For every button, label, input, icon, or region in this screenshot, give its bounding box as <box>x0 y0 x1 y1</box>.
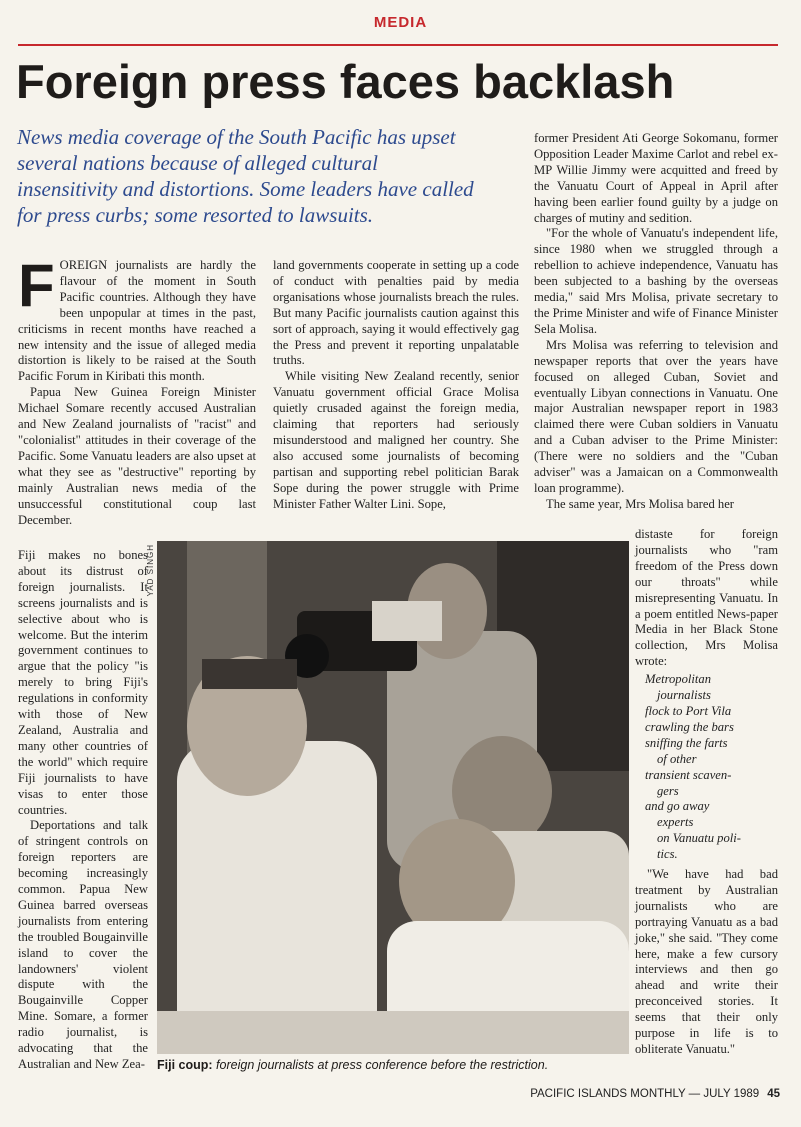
narrow-column-left <box>18 548 148 1073</box>
poem-line: flock to Port Vila <box>645 703 732 718</box>
photo-caption <box>157 1058 637 1072</box>
caption-label: Fiji coup: <box>157 1058 213 1072</box>
paragraph: "We have had bad treatment by Australian journalists who are portraying Vanuatu as a bad joke," she said. "They come here, make a few cursory interviews and then go ahead and write their preconceived stories. It seems that their only purpose in life is to obliterate Vanuatu." <box>635 867 778 1056</box>
paragraph: Papua New Guinea Foreign Minister Michael Somare recently accused Australian and New Zealand journalists of "racist" and "colonialist" attitudes in their coverage of the Pacific. Some Vanuatu leaders are also upset at what they see as "destructive" reporting by mainly Australian news media of the unsuccessful constitutional coup last December. <box>18 385 256 527</box>
poem-line: sniffing the farts <box>645 735 728 750</box>
caption-text: foreign journalists at press conference before the restriction. <box>216 1058 549 1072</box>
headline: Foreign press faces backlash <box>16 55 675 108</box>
paragraph: Mrs Molisa was referring to television and newspaper reports that over the years have focused on alleged Cuban, Soviet and eventually Libyan connections in Vanuatu. One major Australian newspaper report in 1983 claimed there were Cuban soldiers in Vanuatu and a Cuban adviser to the Prime Minister: (There were no soldiers and the "Cuban adviser" was a Jamaican on a Commonwealth loan programme). <box>534 337 778 495</box>
standfirst: News media coverage of the South Pacific has upset several nations because of alleged cultural insensitivity and distortions. Some leaders have called for press curbs; some resorted to lawsuits. <box>17 125 474 227</box>
paragraph: Deportations and talk of stringent controls on foreign reporters are becoming increasingly common. Papua New Guinea barred overseas journalists from entering the troubled Bougainville island to cover the landowners' violent dispute with the Bougainville Copper Mine. Somare, a former radio journalist, is advocating that the Australian and New Zea- <box>18 818 148 1071</box>
paragraph: The same year, Mrs Molisa bared her <box>546 496 734 511</box>
paragraph: Fiji makes no bones about its distrust of foreign journalists. It screens journalists and is selective about who is welcome. But the interim government continues to argue that the policy "is merely to bring Fiji's regulations in conformity with those of New Zealand, Australia and many other countries of the world" which require Fiji journalists to have visas to enter those countries. <box>18 548 148 817</box>
paragraph: "For the whole of Vanuatu's independent life, since 1980 when we struggled through a rebellion to achieve independence, Vanuatu has been subjected to a bashing by the overseas media," said Mrs Molisa, private secretary to the Prime Minister and wife of Finance Minister Sela Molisa. <box>534 226 778 336</box>
article-column-1 <box>18 252 256 528</box>
press-conference-photo <box>157 541 629 1054</box>
narrow-column-right <box>635 527 778 1058</box>
poem-line: crawling the bars <box>645 719 734 734</box>
paragraph: former President Ati George Sokomanu, former Opposition Leader Maxime Carlot and rebel ex-MP Willie Jimmy were acquitted and freed by the Vanuatu Court of Appeal in April after having been earlier found guilty by a judge on charges of mutiny and sedition. <box>534 131 778 225</box>
poem-line: gers <box>657 783 679 798</box>
poem-line: transient scaven- <box>645 767 732 782</box>
article-column-3 <box>534 131 778 513</box>
poem-line: experts <box>657 815 694 830</box>
paragraph: distaste for foreign journalists who "ram freedom of the Press down our throats" while misrepresenting Vanuatu. In a poem entitled News-paper Media in her Black Stone collection, Mrs Molisa wrote: <box>635 527 778 669</box>
page-footer <box>510 1088 780 1100</box>
poem-line: on Vanuatu poli- <box>657 831 741 846</box>
paragraph-text: OREIGN journalists are hardly the flavour of the moment in South Pacific countries. Although they have been unpopular at times in the past, criticisms in recent months have reached a new intensity and the issue of alleged media distortion is likely to be raised at the South Pacific Forum in Kiribati this month. <box>18 258 256 384</box>
poem-line: Metropolitan <box>645 672 711 687</box>
drop-cap: F <box>18 252 55 319</box>
section-rule <box>18 44 778 46</box>
article-column-2 <box>273 258 519 513</box>
publication-info: PACIFIC ISLANDS MONTHLY — JULY 1989 <box>530 1088 760 1100</box>
photo-credit: YAD SINGH <box>146 544 155 597</box>
poem-line: tics. <box>657 847 678 862</box>
poem <box>645 672 778 863</box>
page-number: 45 <box>767 1088 780 1100</box>
photo-illustration <box>157 541 629 1054</box>
section-label: MEDIA <box>373 14 428 31</box>
paragraph: While visiting New Zealand recently, senior Vanuatu government official Grace Molisa quietly crusaded against the foreign media, claiming that reporters had seriously misunderstood and maligned her country. She also accused some journalists of becoming partisan and supporting rebel politician Barak Sope during the power struggle with Prime Minister Father Walter Lini. Sope, <box>273 369 519 511</box>
poem-line: and go away <box>645 799 710 814</box>
paragraph <box>18 252 256 385</box>
poem-line: journalists <box>657 688 711 703</box>
paragraph: land governments cooperate in setting up a code of conduct with penalties paid by media organisations whose journalists breach the rules. But many Pacific journalists caution against this sort of approach, saying it would effectively gag the Press and prevent it reporting unpalatable truths. <box>273 258 519 368</box>
poem-line: of other <box>657 751 697 766</box>
